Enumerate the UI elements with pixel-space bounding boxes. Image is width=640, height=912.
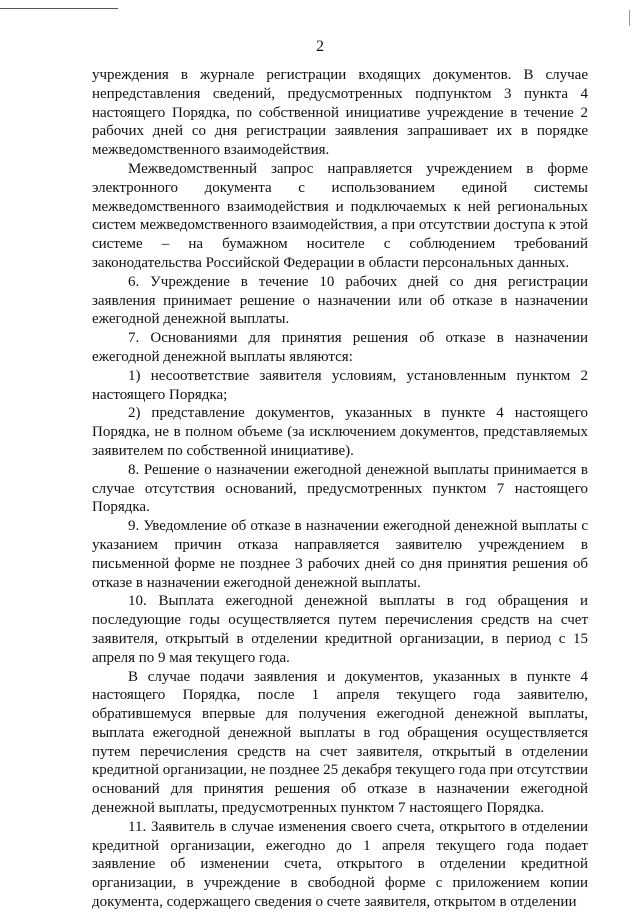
page-number: 2 (316, 38, 324, 55)
paragraph-item-10: 10. Выплата ежегодной денежной выплаты в год обращения и последующие годы осуществляется путем перечисления средств на счет заявителя, открытый в отделении кредитной организации, в период с 15 апреля по 9 мая текущего года. (92, 593, 588, 666)
document-body (92, 66, 588, 912)
paragraph-item-8: 8. Решение о назначении ежегодной денежной выплаты принимается в случае отсутствия оснований, предусмотренных пунктом 7 настоящего Порядка. (92, 461, 588, 516)
paragraph-item-10-late-application: В случае подачи заявления и документов, указанных в пункте 4 настоящего Порядка, после 1 апреля текущего года заявителю, обратившемуся впервые для получения ежегодной денежной выплаты, выплата ежегодной денежной выплаты в год обращения осуществляется путем перечисления средств на счет заявителя, открытый в отделении кредитной организации, не позднее 25 декабря текущего года при отсутствии оснований для принятия решения об отказе в назначении ежегодной денежной выплаты, предусмотренных пунктом 7 настоящего Порядка. (92, 668, 588, 817)
top-rule-line (0, 8, 118, 9)
paragraph-item-7-sub-1: 1) несоответствие заявителя условиям, установленным пунктом 2 настоящего Порядка; (92, 367, 588, 403)
paragraph-interagency-request: Межведомственный запрос направляется учреждением в форме электронного документа с использованием единой системы межведомственного взаимодействия и подключаемых к ней региональных систем межведомственного взаимодействия, а при отсутствии доступа к этой системе – на бумажном носителе с соблюдением требований законодательства Российской Федерации в области персональных данных. (92, 160, 588, 271)
corner-scan-mark (629, 10, 634, 26)
paragraph-continuation: учреждения в журнале регистрации входящих документов. В случае непредставления сведений, предусмотренных подпунктом 3 пункта 4 настоящего Порядка, по собственной инициативе учреждение в течение 2 рабочих дней со дня регистрации заявления запрашивает их в порядке межведомственного взаимодействия. (92, 67, 588, 159)
paragraph-item-7: 7. Основаниями для принятия решения об отказе в назначении ежегодной денежной выплаты являются: (92, 330, 588, 365)
paragraph-item-11: 11. Заявитель в случае изменения своего счета, открытого в отделении кредитной организации, ежегодно до 1 апреля текущего года подает заявление об изменении счета, открытого в отделении кредитной организации, в учреждение в свободной форме с приложением копии документа, содержащего сведения о счете заявителя, открытом в отделении (92, 818, 588, 911)
paragraph-item-9: 9. Уведомление об отказе в назначении ежегодной денежной выплаты с указанием причин отказа направляется заявителю учреждением в письменной форме не позднее 3 рабочих дней со дня принятия решения об отказе в назначении ежегодной денежной выплаты. (92, 518, 588, 591)
paragraph-item-6: 6. Учреждение в течение 10 рабочих дней со дня регистрации заявления принимает решение о назначении или об отказе в назначении ежегодной денежной выплаты. (92, 273, 588, 328)
paragraph-item-7-sub-2: 2) представление документов, указанных в пункте 4 настоящего Порядка, не в полном объеме (за исключением документов, представляемых заявителем по собственной инициативе). (92, 405, 588, 459)
